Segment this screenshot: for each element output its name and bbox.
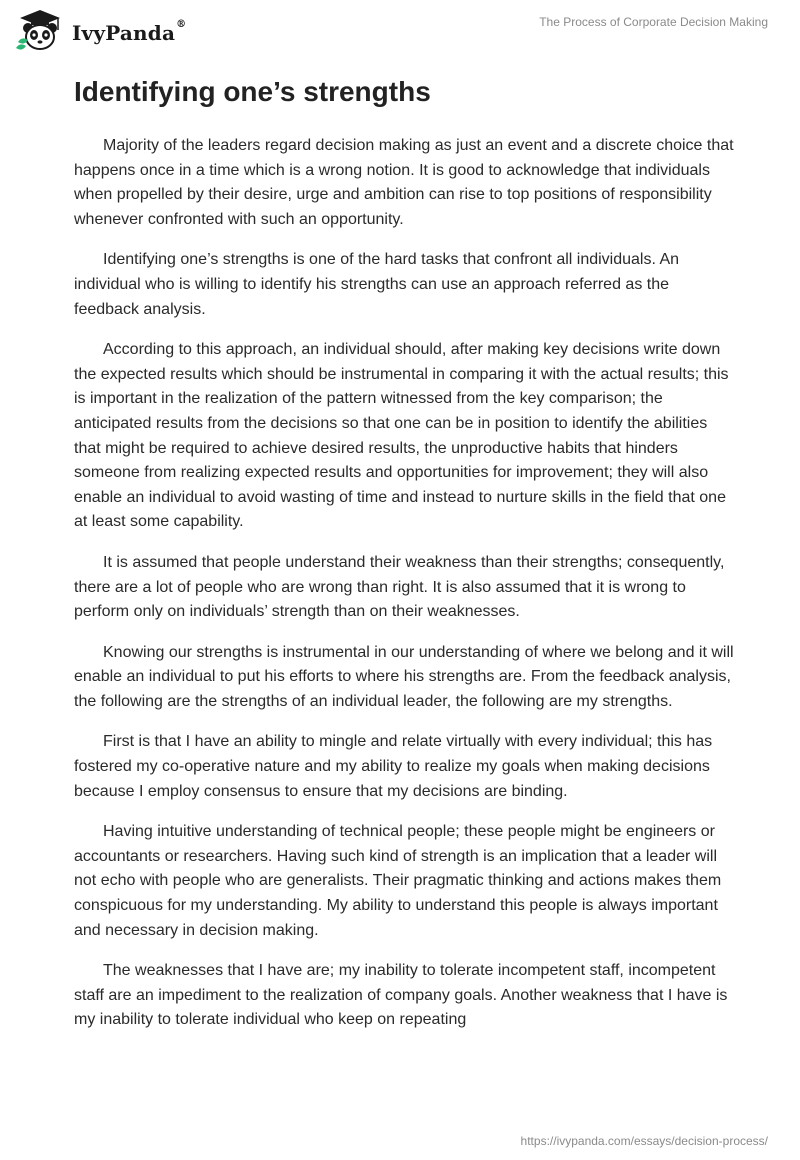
paragraph: Identifying one’s strengths is one of the hard tasks that confront all individuals. An individual who is willing to identify his strengths can use an approach referred as the feedback analysis. [74, 251, 680, 318]
panda-logo-icon [14, 8, 66, 52]
article-body [74, 76, 734, 1049]
document-title: The Process of Corporate Decision Making [539, 15, 768, 29]
source-url[interactable]: https://ivypanda.com/essays/decision-process/ [520, 1134, 768, 1148]
paragraph: Having intuitive understanding of technical people; these people might be engineers or accountants or researchers. Having such kind of strength is an implication that a leader will not echo with people who are generalists. Their pragmatic thinking and actions makes them conspicuous for my understanding. My ability to understand this people is always important and necessary in decision making. [74, 823, 722, 939]
paragraph: According to this approach, an individual should, after making key decisions write down the expected results which should be instrumental in comparing it with the actual results; this is important in the realization of the pattern witnessed from the key comparison; the anticipated results from the decisions so that one can be in position to identify the abilities that might be required to achieve desired results, the unproductive habits that hinders someone from realizing expected results and opportunities for improvement; they will also enable an individual to avoid wasting of time and instead to nurture skills in the field that one at least some capability. [74, 341, 729, 531]
page-header [0, 0, 800, 60]
brand-logo[interactable] [14, 8, 186, 52]
paragraph: It is assumed that people understand their weakness than their strengths; consequently, there are a lot of people who are wrong than right. It is also assumed that it is wrong to perform only on individuals’ strength than on their weaknesses. [74, 553, 725, 621]
brand-name: IvyPanda® [72, 19, 187, 45]
paragraph: First is that I have an ability to mingle and relate virtually with every individual; this has fostered my co-operative nature and my ability to realize my goals when making decisions because I employ consensus to ensure that my decisions are binding. [74, 733, 713, 800]
paragraph: The weaknesses that I have are; my inability to tolerate incompetent staff, incompetent staff are an impediment to the realization of company goals. Another weakness that I have is my inability to tolerate individual who keep on repeating [74, 962, 728, 1029]
section-heading: Identifying one’s strengths [74, 76, 431, 107]
paragraph: Majority of the leaders regard decision making as just an event and a discrete choice that happens once in a time which is a wrong notion. It is good to acknowledge that individuals when propelled by their desire, urge and ambition can rise to top positions of responsibility whenever confronted with such an opportunity. [74, 137, 734, 228]
paragraph: Knowing our strengths is instrumental in our understanding of where we belong and it will enable an individual to put his efforts to where his strengths are. From the feedback analysis, the following are the strengths of an individual leader, the following are my strengths. [74, 643, 734, 710]
